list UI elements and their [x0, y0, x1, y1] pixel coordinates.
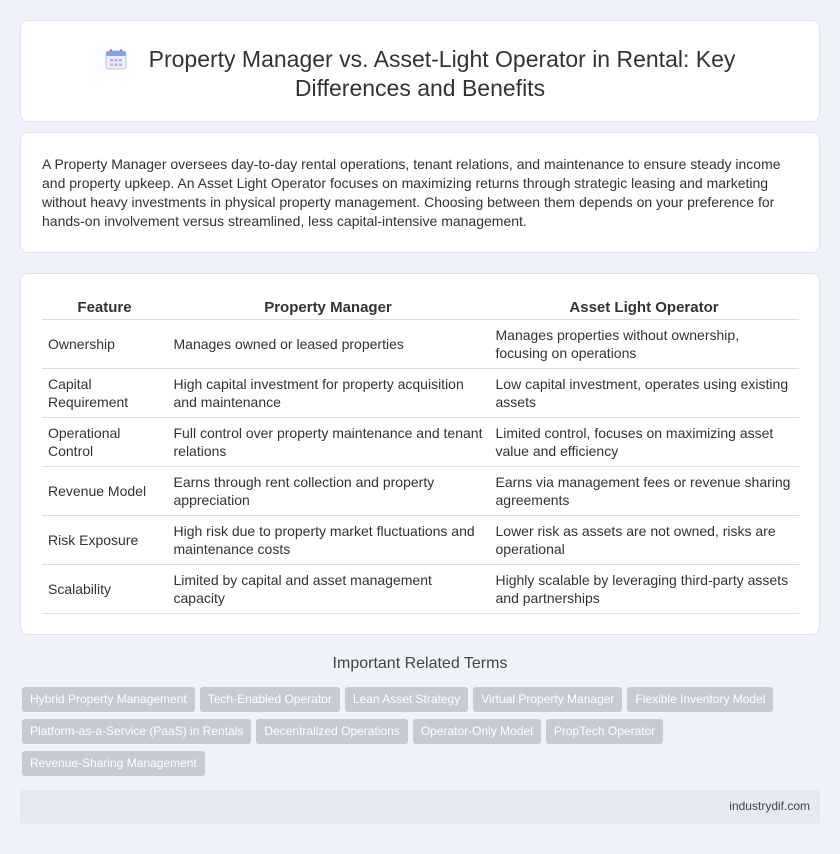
row-asset-light-operator: Earns via management fees or revenue sharing agreements	[489, 466, 799, 515]
row-feature: Risk Exposure	[42, 515, 167, 564]
footer-site-link[interactable]: industrydif.com	[729, 799, 810, 813]
related-term-tag[interactable]: Decentralized Operations	[256, 719, 407, 744]
table-row	[42, 564, 799, 613]
table-row	[42, 466, 799, 515]
row-property-manager: Earns through rent collection and property appreciation	[167, 466, 489, 515]
related-terms-heading: Important Related Terms	[332, 655, 508, 672]
row-property-manager: High risk due to property market fluctuations and maintenance costs	[167, 515, 489, 564]
row-asset-light-operator: Manages properties without ownership, focusing on operations	[489, 319, 799, 368]
related-term-tag[interactable]: Flexible Inventory Model	[627, 687, 773, 712]
row-feature: Scalability	[42, 564, 167, 613]
header-property-manager: Property Manager	[167, 295, 489, 319]
title-line-2: Differences and Benefits	[294, 75, 546, 101]
table-row	[42, 515, 799, 564]
row-property-manager: High capital investment for property acquisition and maintenance	[167, 368, 489, 417]
table-header-row	[42, 295, 799, 319]
related-term-tag[interactable]: Revenue-Sharing Management	[22, 751, 205, 776]
comparison-card	[20, 273, 820, 635]
related-term-tag[interactable]: PropTech Operator	[546, 719, 663, 744]
related-term-tag[interactable]: Tech-Enabled Operator	[200, 687, 340, 712]
calendar-icon	[105, 48, 127, 70]
table-row	[42, 417, 799, 466]
intro-card	[20, 132, 820, 253]
related-terms-list	[22, 687, 802, 783]
row-feature: Revenue Model	[42, 466, 167, 515]
comparison-table	[42, 295, 799, 614]
related-term-tag[interactable]: Operator-Only Model	[413, 719, 541, 744]
related-term-tag[interactable]: Virtual Property Manager	[473, 687, 622, 712]
row-property-manager: Manages owned or leased properties	[167, 319, 489, 368]
row-asset-light-operator: Low capital investment, operates using existing assets	[489, 368, 799, 417]
related-term-tag[interactable]: Hybrid Property Management	[22, 687, 195, 712]
row-asset-light-operator: Highly scalable by leveraging third-party assets and partnerships	[489, 564, 799, 613]
row-feature: Ownership	[42, 319, 167, 368]
header-feature: Feature	[42, 295, 167, 319]
intro-paragraph: A Property Manager oversees day-to-day rental operations, tenant relations, and maintenance to ensure steady income and property upkeep. An Asset Light Operator focuses on maximizing returns through strategic leasing and marketing without heavy investments in physical property management. Choosing between them depends on your preference for hands-on involvement versus streamlined, less capital-intensive management.	[42, 156, 781, 229]
related-term-tag[interactable]: Lean Asset Strategy	[345, 687, 468, 712]
row-feature: Capital Requirement	[42, 368, 167, 417]
title-line-1: Property Manager vs. Asset-Light Operator in Rental: Key	[148, 46, 736, 72]
table-row	[42, 319, 799, 368]
footer	[20, 790, 820, 824]
row-feature: Operational Control	[42, 417, 167, 466]
title-card	[20, 20, 820, 122]
page-title	[21, 45, 819, 103]
row-asset-light-operator: Lower risk as assets are not owned, risks are operational	[489, 515, 799, 564]
table-row	[42, 368, 799, 417]
related-term-tag[interactable]: Platform-as-a-Service (PaaS) in Rentals	[22, 719, 251, 744]
header-asset-light-operator: Asset Light Operator	[489, 295, 799, 319]
row-property-manager: Full control over property maintenance and tenant relations	[167, 417, 489, 466]
row-asset-light-operator: Limited control, focuses on maximizing asset value and efficiency	[489, 417, 799, 466]
row-property-manager: Limited by capital and asset management capacity	[167, 564, 489, 613]
